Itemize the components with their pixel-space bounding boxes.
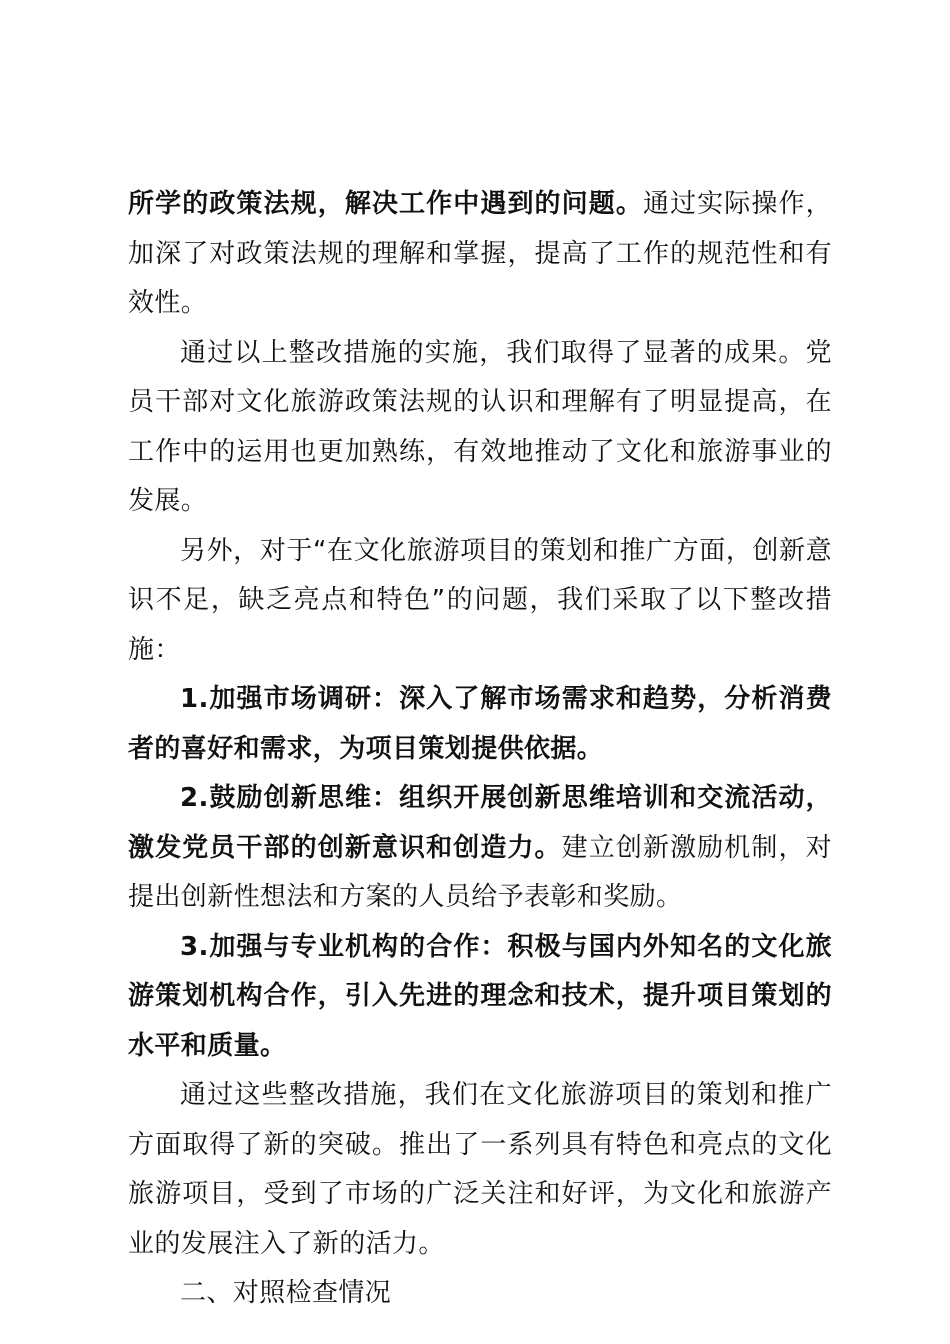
section-heading (128, 1269, 832, 1319)
paragraph-results (128, 329, 832, 527)
measure-1 (128, 675, 832, 774)
measure-3 (128, 923, 832, 1072)
body-text: 通过实际操作，加深了对政策法规的理解和掌握，提高了工作的规范性和有效性。 (128, 189, 832, 318)
body-text: 通过以上整改措施的实施，我们取得了显著的成果。党员干部对文化旅游政策法规的认识和理解有了明显提高，在工作中的运用也更加熟练，有效地推动了文化和旅游事业的发展。 (128, 337, 832, 516)
body-text: 通过这些整改措施，我们在文化旅游项目的策划和推广方面取得了新的突破。推出了一系列具有特色和亮点的文化旅游项目，受到了市场的广泛关注和好评，为文化和旅游产业的发展注入了新的活力。 (128, 1080, 832, 1259)
bold-text: 2.鼓励创新思维：组织开展创新思维培训和交流活动，激发党员干部的创新意识和创造力。 (128, 783, 832, 863)
paragraph-additional-issue (128, 527, 832, 676)
bold-text: 1.加强市场调研：深入了解市场需求和趋势，分析消费者的喜好和需求，为项目策划提供依据。 (128, 684, 832, 764)
document-page (128, 180, 832, 1319)
bold-text: 3.加强与专业机构的合作：积极与国内外知名的文化旅游策划机构合作，引入先进的理念和技术，提升项目策划的水平和质量。 (128, 931, 832, 1061)
bold-text: 所学的政策法规，解决工作中遇到的问题。 (128, 189, 643, 219)
paragraph-continuation (128, 180, 832, 329)
measure-2 (128, 774, 832, 923)
body-text: 另外，对于“在文化旅游项目的策划和推广方面，创新意识不足，缺乏亮点和特色”的问题，我们采取了以下整改措施： (128, 535, 832, 665)
heading-text: 二、对照检查情况 (180, 1278, 392, 1308)
body-text: 建立创新激励机制，对提出创新性想法和方案的人员给予表彰和奖励。 (128, 832, 832, 912)
paragraph-outcome (128, 1071, 832, 1269)
